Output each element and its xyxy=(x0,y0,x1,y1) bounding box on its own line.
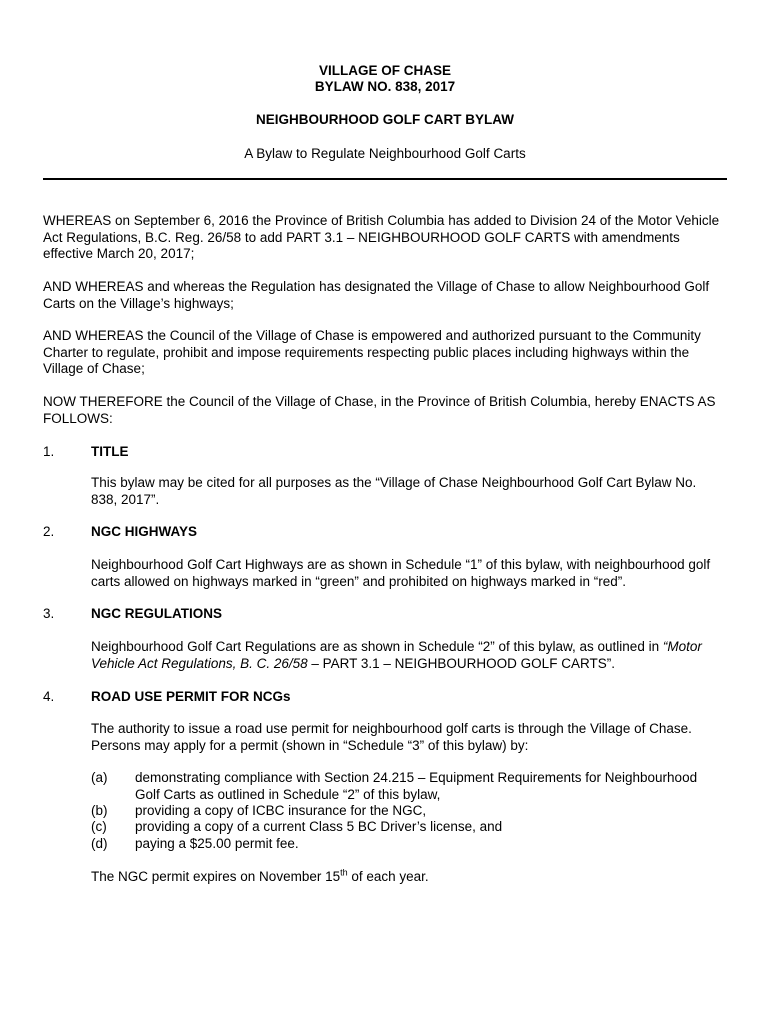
preamble-whereas-3: AND WHEREAS the Council of the Village of Chase is empowered and authorized pursuant to the Community Charter to regulate, prohibit and impose requirements respecting public places including highways within the Village of Chase; xyxy=(43,328,701,376)
bylaw-title: NEIGHBOURHOOD GOLF CART BYLAW xyxy=(256,112,514,127)
regulations-italic-reference: “Motor Vehicle Act Regulations, B. C. 26/58 xyxy=(91,639,702,671)
list-item-letter: (a) xyxy=(91,770,108,785)
section-heading-title: TITLE xyxy=(91,444,129,459)
list-item-text: paying a $25.00 permit fee. xyxy=(135,836,299,851)
ordinal-suffix: th xyxy=(340,867,348,878)
regulations-text: Neighbourhood Golf Cart Regulations are as shown in Schedule “2” of this bylaw, as outlined in xyxy=(91,639,663,654)
section-body-road-use-permit: The authority to issue a road use permit for neighbourhood golf carts is through the Village of Chase. Persons may apply for a permit (shown in “Schedule “3” of this bylaw) by: xyxy=(91,721,692,753)
section-heading-road-use-permit: ROAD USE PERMIT FOR NCGs xyxy=(91,689,291,704)
list-item-text: demonstrating compliance with Section 24.215 – Equipment Requirements for Neighbourhood Golf Carts as outlined in Schedule “2” of this bylaw, xyxy=(135,770,698,802)
section-body-ngc-highways: Neighbourhood Golf Cart Highways are as shown in Schedule “1” of this bylaw, with neighbourhood golf carts allowed on highways marked in “green” and prohibited on highways marked in “red”. xyxy=(91,557,711,589)
header-divider xyxy=(43,178,727,180)
list-item-text: providing a copy of a current Class 5 BC Driver’s license, and xyxy=(135,819,503,834)
section-number: 2. xyxy=(43,524,55,539)
section-heading-ngc-highways: NGC HIGHWAYS xyxy=(91,524,198,539)
list-item-letter: (c) xyxy=(91,819,107,834)
section-number: 1. xyxy=(43,444,55,459)
list-item-text: providing a copy of ICBC insurance for the NGC, xyxy=(135,803,427,818)
section-body-ngc-regulations xyxy=(91,639,721,672)
bylaw-number: BYLAW NO. 838, 2017 xyxy=(314,79,456,94)
list-item-letter: (d) xyxy=(91,836,108,851)
preamble-whereas-1: WHEREAS on September 6, 2016 the Province of British Columbia has added to Division 24 of the Motor Vehicle Act Regulations, B.C. Reg. 26/58 to add PART 3.1 – NEIGHBOURHOOD GOLF CARTS with amendments effective March 20, 2017; xyxy=(43,213,720,261)
list-item-letter: (b) xyxy=(91,803,108,818)
preamble-enacts: NOW THEREFORE the Council of the Village of Chase, in the Province of British Columbia, hereby ENACTS AS FOLLOWS: xyxy=(43,394,716,426)
section-number: 3. xyxy=(43,606,55,621)
regulations-text-end: – PART 3.1 – NEIGHBOURHOOD GOLF CARTS”. xyxy=(307,655,615,671)
permit-expiry-text-end: of each year. xyxy=(347,869,429,884)
village-name: VILLAGE OF CHASE xyxy=(318,63,451,78)
preamble-whereas-2: AND WHEREAS and whereas the Regulation has designated the Village of Chase to allow Neighbourhood Golf Carts on the Village’s highways; xyxy=(43,279,710,311)
section-heading-ngc-regulations: NGC REGULATIONS xyxy=(91,606,222,621)
permit-expiry-note xyxy=(91,869,721,886)
permit-expiry-text: The NGC permit expires on November 15 xyxy=(91,869,341,884)
section-number: 4. xyxy=(43,689,55,704)
bylaw-subtitle: A Bylaw to Regulate Neighbourhood Golf Carts xyxy=(244,146,526,161)
section-body-title: This bylaw may be cited for all purposes as the “Village of Chase Neighbourhood Golf Cart Bylaw No. 838, 2017”. xyxy=(91,475,697,507)
